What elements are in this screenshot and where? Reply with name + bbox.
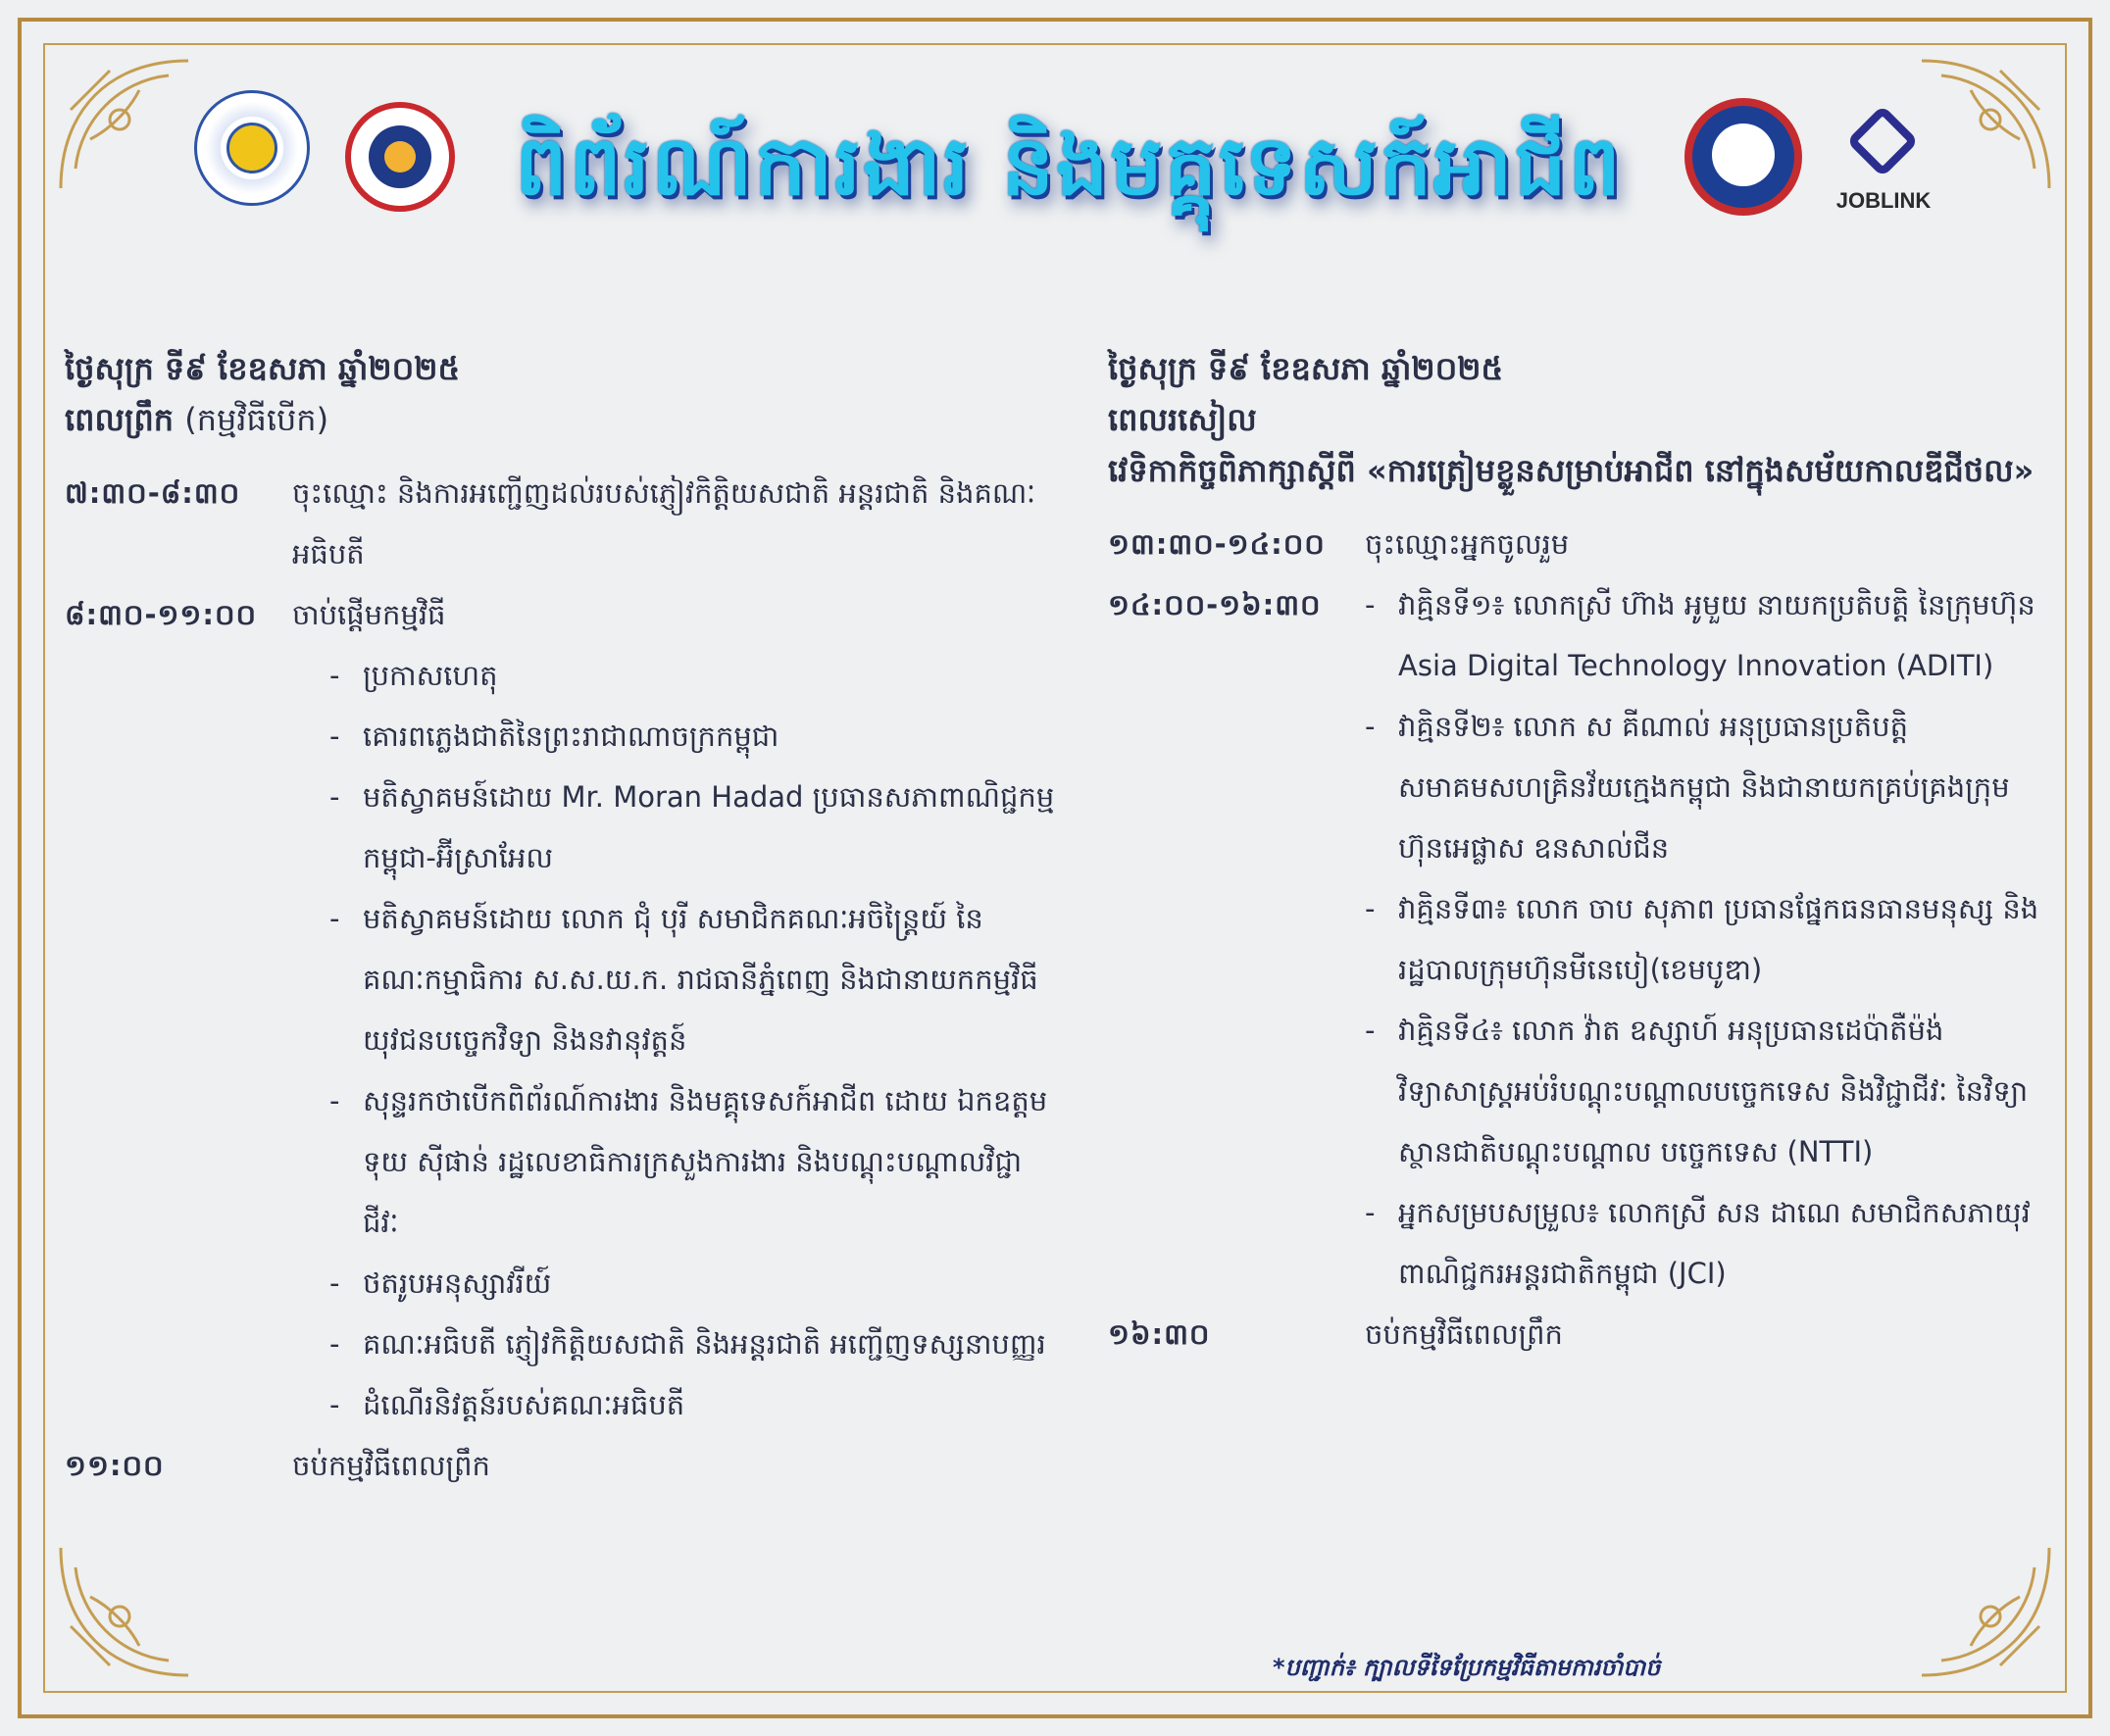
list-item: - វាគ្មិនទី១៖ លោកស្រី ហ៊ាង អូមួយ នាយកប្រតិបត្តិ នៃក្រុមហ៊ុន Asia Digital Technology Innovation (ADITI) [1365, 574, 2039, 696]
schedule-desc: ចាប់ផ្ដើមកម្មវិធី [292, 598, 446, 631]
schedule-time: ៧:៣០-៨:៣០ [65, 476, 241, 510]
schedule-desc: ចុះឈ្មោះអ្នកចូលរួម [1365, 527, 1570, 561]
morning-schedule [65, 343, 1055, 1496]
corner-ornament-icon [51, 51, 198, 198]
schedule-time: ១១:០០ [65, 1449, 165, 1482]
morning-session-label: ពេលព្រឹក [65, 401, 175, 438]
footnote: *បញ្ជាក់៖ ក្បាលទីទៃប្រែកម្មវិធីតាមការចាំបាច់ [1273, 1654, 1661, 1681]
afternoon-session-label: ពេលរសៀល [1108, 401, 1257, 438]
schedule-row [65, 1435, 1055, 1496]
list-item: - ថតរូបអនុស្សាវរីយ៍ [329, 1253, 1055, 1314]
schedule-desc: ចប់កម្មវិធីពេលព្រឹក [292, 1449, 490, 1482]
schedule-row [1108, 574, 2039, 1304]
list-item: - អ្នកសម្របសម្រួល៖ លោកស្រី សន ដាណេ សមាជិកសភាយុវពាណិជ្ជករអន្តរជាតិកម្ពុជា (JCI) [1365, 1182, 2039, 1304]
forum-title: វេទិកាកិច្ចពិភាក្សាស្ដីពី «ការត្រៀមខ្លួនសម្រាប់អាជីព នៅក្នុងសម័យកាលឌីជីថល» [1108, 452, 2035, 489]
joblink-logo-text: JOBLINK [1835, 188, 1932, 213]
schedule-time: ១៤:០០-១៦:៣០ [1108, 588, 1322, 621]
schedule-time: ១៣:៣០-១៤:០០ [1108, 527, 1326, 561]
speaker-list [1365, 574, 2039, 1304]
schedule-time: ៨:៣០-១១:០០ [65, 598, 258, 631]
list-item: - មតិស្វាគមន៍ដោយ Mr. Moran Hadad ប្រធានសភាពាណិជ្ជកម្មកម្ពុជា-អ៊ីស្រាអែល [329, 767, 1055, 888]
afternoon-date: ថ្ងៃសុក្រ ទី៩ ខែឧសភា ឆ្នាំ២០២៥ [1108, 350, 1504, 387]
morning-session-note: (កម្មវិធីបើក) [184, 401, 329, 438]
afternoon-schedule [1108, 343, 2039, 1364]
morning-session-header [65, 394, 1055, 445]
corner-ornament-icon [51, 1538, 198, 1685]
list-item: - ដំណើរនិវត្តន៍របស់គណៈអធិបតី [329, 1374, 1055, 1435]
list-item: - គោរពភ្លេងជាតិនៃព្រះរាជាណាចក្រកម្ពុជា [329, 706, 1055, 767]
schedule-time: ១៦:៣០ [1108, 1317, 1211, 1351]
joblink-logo [1830, 110, 1937, 220]
list-item: - វាគ្មិនទី២៖ លោក ស គីណាល់ អនុប្រធានប្រតិបត្តិ សមាគមសហគ្រិនវ័យក្មេងកម្ពុជា និងជានាយកគ្រប់គ្រងក្រុមហ៊ុនអេផ្លាស ឧនសាល់ជីន [1365, 696, 2039, 878]
schedule-row [65, 584, 1055, 645]
national-employment-agency-logo [345, 102, 455, 212]
page-title: ពិព័រណ៍ការងារ និងមគ្គុទេសក៍អាជីព [515, 118, 1623, 214]
list-item: - មតិស្វាគមន៍ដោយ លោក ជុំ បុរី សមាជិកគណៈអចិន្ត្រៃយ៍ នៃគណៈកម្មាធិការ ស.ស.យ.ក. រាជធានីភ្នំពេញ និងជានាយកកម្មវិធីយុវជនបច្ចេកវិទ្យា និងនវានុវត្តន៍ [329, 888, 1055, 1070]
schedule-desc: ចុះឈ្មោះ និងការអញ្ជើញដល់របស់ភ្ញៀវកិត្តិយសជាតិ អន្តរជាតិ និងគណៈអធិបតី [292, 476, 1036, 570]
schedule-desc: ចប់កម្មវិធីពេលព្រឹក [1365, 1317, 1563, 1351]
schedule-row [65, 463, 1055, 584]
schedule-row [1108, 514, 2039, 574]
schedule-desc [1365, 574, 2039, 1304]
list-item: - វាគ្មិនទី៣៖ លោក ចាប សុភាព ប្រធានផ្នែកធនធានមនុស្ស និងរដ្ឋបាលក្រុមហ៊ុនមីនេបៀ(ខេមបូឌា) [1365, 878, 2039, 1000]
schedule-row [1108, 1304, 2039, 1364]
list-item: - វាគ្មិនទី៤៖ លោក វ៉ាត ឧស្សាហ៍ អនុប្រធានដេប៉ាតឺម៉ង់វិទ្យាសាស្ត្រអប់រំបណ្តុះបណ្តាលបច្ចេកទេស និងវិជ្ជាជីវៈ នៃវិទ្យាស្ថានជាតិបណ្តុះបណ្តាល បច្ចេកទេស (NTTI) [1365, 1000, 2039, 1182]
morning-agenda-list [329, 645, 1055, 1435]
corner-ornament-icon [1912, 1538, 2059, 1685]
list-item: - ប្រកាសហេតុ [329, 645, 1055, 706]
list-item: - សុន្ទរកថាបើកពិព័រណ៍ការងារ និងមគ្គុទេសក៍អាជីព ដោយ ឯកឧត្តម ទុយ ស៊ីផាន់ រដ្ឋលេខាធិការក្រសួងការងារ និងបណ្តុះបណ្តាលវិជ្ជាជីវៈ [329, 1070, 1055, 1253]
list-item: - គណៈអធិបតី ភ្ញៀវកិត្តិយសជាតិ និងអន្តរជាតិ អញ្ជើញទស្សនាបញ្ញរ [329, 1314, 1055, 1374]
ministry-labour-logo [194, 90, 310, 206]
youth-association-logo [1684, 98, 1802, 216]
morning-date: ថ្ងៃសុក្រ ទី៩ ខែឧសភា ឆ្នាំ២០២៥ [65, 350, 461, 387]
